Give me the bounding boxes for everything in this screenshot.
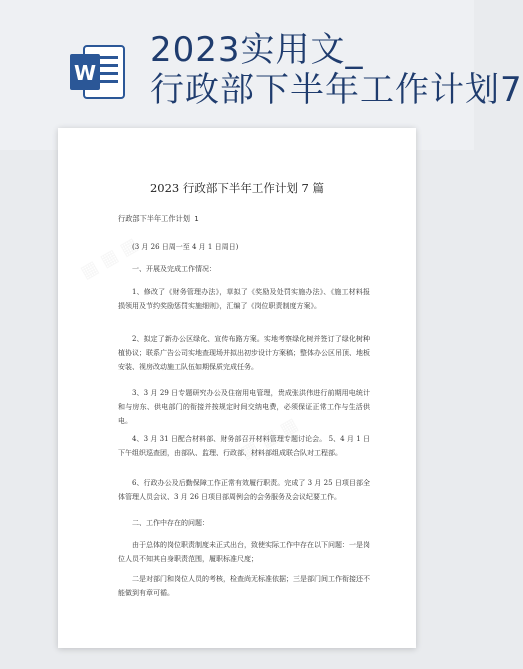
paragraph: 1、修改了《财务管理办法》，草拟了《奖励及处罚实施办法》、《施工材料报损领用及节约奖励惩罚实施细则》，汇编了《岗位职责制度方案》。 xyxy=(118,288,370,310)
banner-title xyxy=(150,30,523,110)
document-page xyxy=(58,128,416,648)
paragraph: 6、行政办公及后勤保障工作正常有效履行职责。完成了 3 月 25 日项目部全体管理人员会议、3 月 26 日项目部周例会的会务服务及会议纪要工作。 xyxy=(118,479,370,501)
paragraph: 二是对部门和岗位人员的考核，检查尚无标准依据；三是部门间工作衔接还不能做到有章可循。 xyxy=(118,575,370,597)
word-document-icon xyxy=(66,40,130,104)
paragraph: 4、3 月 31 日配合材料部、财务部召开材料管理专题讨论会。 5、4 月 1 日下午组织巡查团，由部队、监理、行政部、材料部组成联合队对工程部。 xyxy=(118,435,370,457)
date-range: (3 月 26 日周一至 4 月 1 日周日) xyxy=(132,243,239,251)
subsection-heading: 二、工作中存在的问题： xyxy=(132,519,209,527)
subsection-heading: 一、开展及完成工作情况： xyxy=(132,265,216,273)
paragraph: 由于总体的岗位职责制度未正式出台，致使实际工作中存在以下问题：一是岗位人员不知其自身职责范围，履职标准尺度； xyxy=(118,541,370,563)
word-icon-letter: W xyxy=(73,61,97,85)
paragraph: 2、拟定了新办公区绿化、宣传布路方案。实地考察绿化树并签订了绿化树种植协议；联系广告公司实地查现场并拟出初步设计方案稿；整体办公区吊顶、地板安装、视房改动施工队伍如期保质完成任务。 xyxy=(118,335,370,371)
section-heading: 行政部下半年工作计划 1 xyxy=(118,214,199,223)
banner-title-line2: 行政部下半年工作计划7 xyxy=(150,70,523,110)
paragraph: 3、3 月 29 日专题研究办公及住宿用电管理，贵成张洪伟进行前期用电统计和与房东、供电部门的衔接并按规定时间交纳电费，必须保证正常工作与生活供电。 xyxy=(118,389,370,425)
document-title: 2023 行政部下半年工作计划 7 篇 xyxy=(149,181,325,195)
banner-title-line1: 2023实用文_ xyxy=(150,30,364,70)
